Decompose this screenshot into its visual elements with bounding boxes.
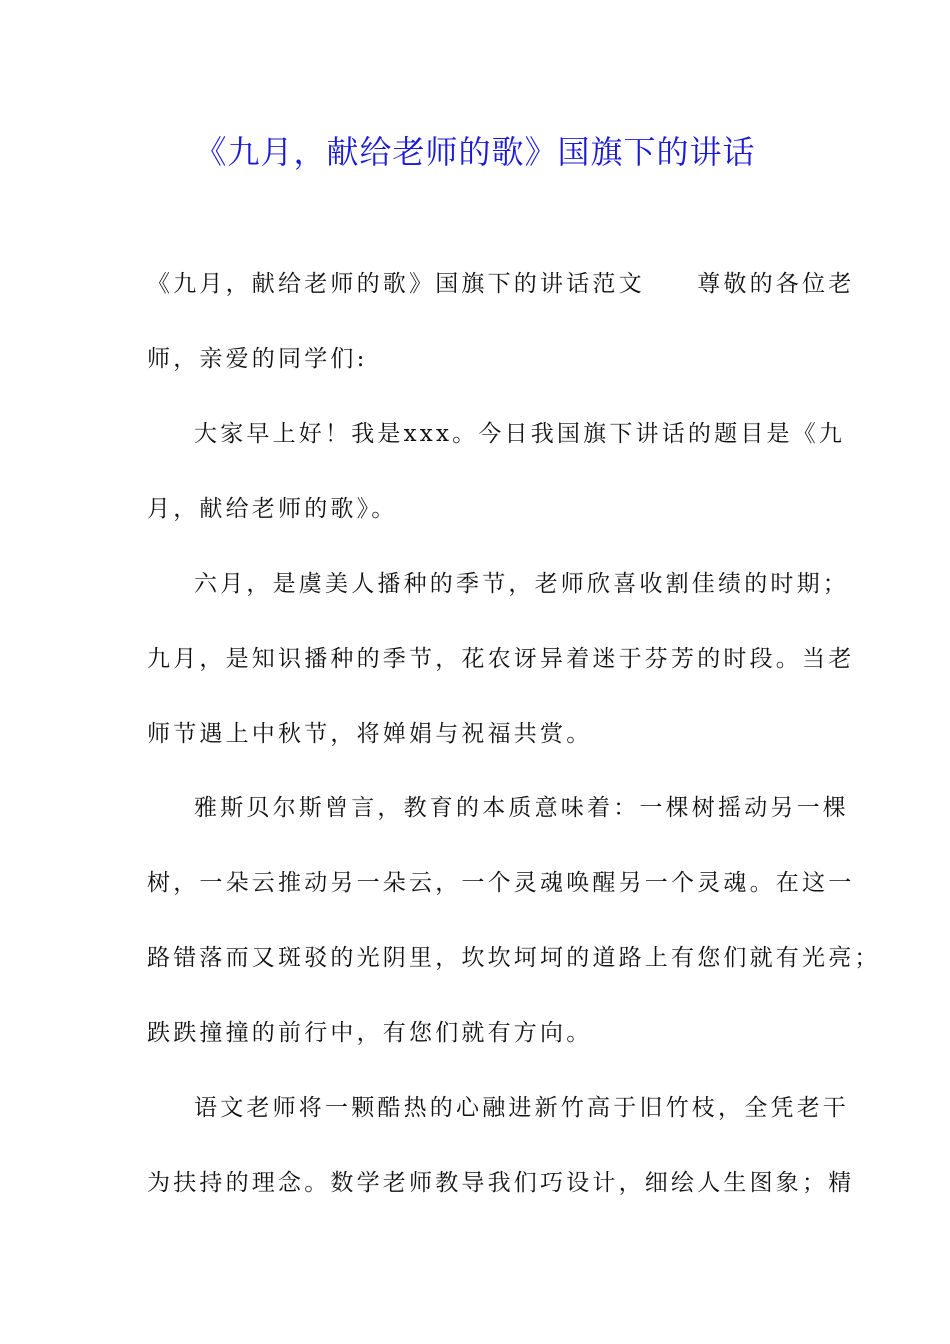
text-line: 月，献给老师的歌》。 <box>147 496 398 522</box>
text-line: 树，一朵云推动另一朵云，一个灵魂唤醒另一个灵魂。在这一 <box>147 870 855 896</box>
text-line: 师，亲爱的同学们: <box>147 346 368 372</box>
text-line: 九月，是知识播种的季节，花农讶异着迷于芬芳的时段。当老 <box>147 646 855 672</box>
text-line: 跌跌撞撞的前行中，有您们就有方向。 <box>147 1020 593 1046</box>
text-line: 六月，是虞美人播种的季节，老师欣喜收割佳绩的时期； <box>194 571 849 597</box>
text-line: 大家早上好！我是xxx。今日我国旗下讲话的题目是《九 <box>194 421 846 447</box>
text-line: 《九月，献给老师的歌》国旗下的讲话范文 尊敬的各位老 <box>147 271 855 297</box>
text-line: 路错落而又斑驳的光阴里，坎坎坷坷的道路上有您们就有光亮； <box>147 945 881 971</box>
text-line: 语文老师将一颗酷热的心融进新竹高于旧竹枝，全凭老干 <box>194 1095 849 1121</box>
text-line: 雅斯贝尔斯曾言，教育的本质意味着：一棵树摇动另一棵 <box>194 795 849 821</box>
document-title: 《九月，献给老师的歌》国旗下的讲话 <box>194 133 756 171</box>
text-line: 师节遇上中秋节，将婵娟与祝福共赏。 <box>147 721 593 747</box>
text-line: 为扶持的理念。数学老师教导我们巧设计，细绘人生图象；精 <box>147 1170 855 1196</box>
